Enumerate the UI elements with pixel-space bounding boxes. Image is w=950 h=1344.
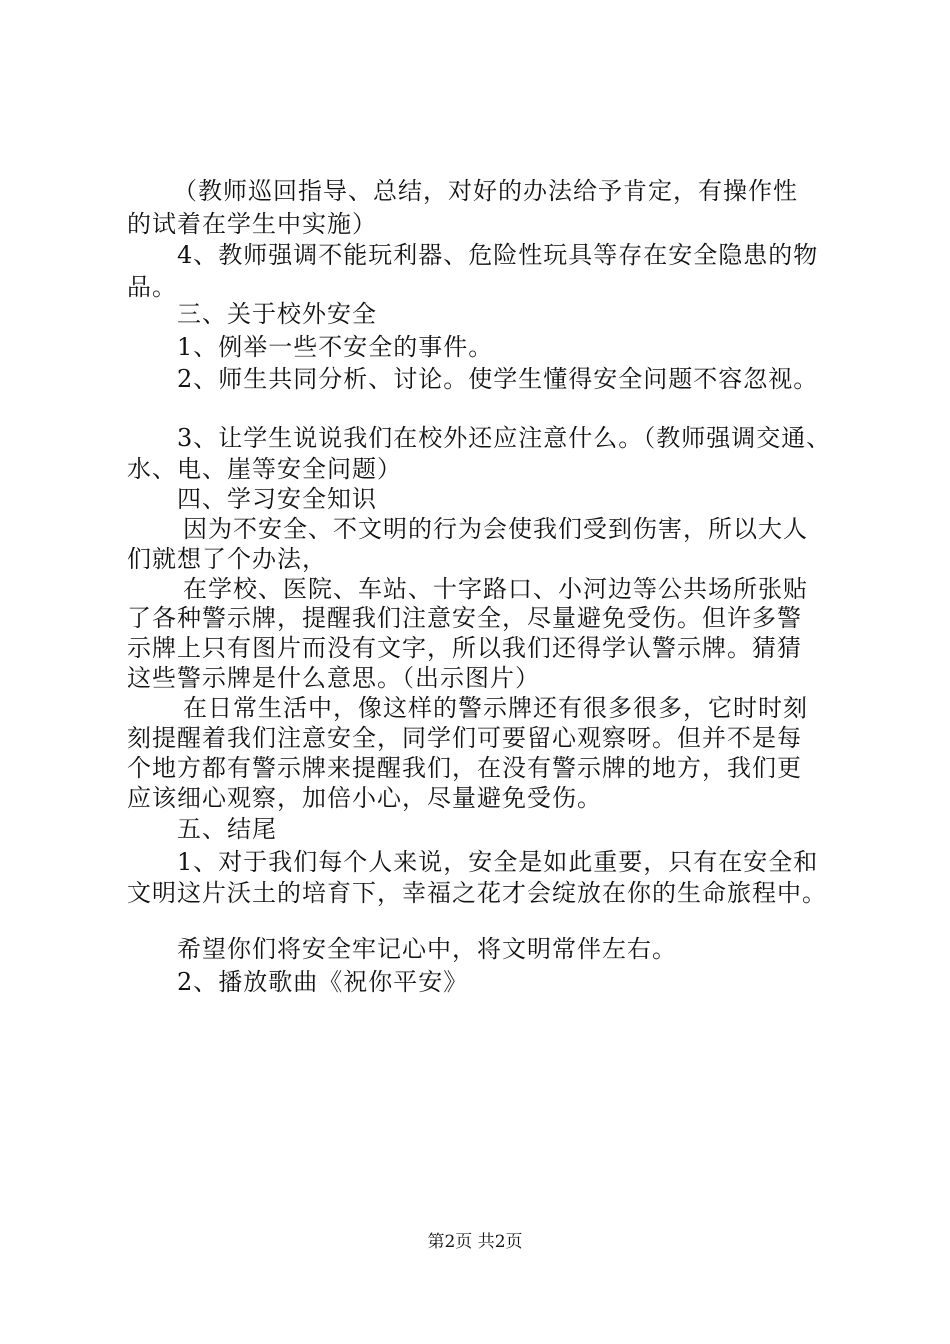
paragraph-line: 4、教师强调不能玩利器、危险性玩具等存在安全隐患的物 (177, 241, 819, 269)
paragraph-line: 这些警示牌是什么意思。（出示图片） (127, 664, 540, 692)
section-heading: 三、关于校外安全 (177, 300, 377, 328)
paragraph-line: 1、例举一些不安全的事件。 (177, 333, 494, 361)
paragraph-line: 们就想了个办法， (127, 545, 327, 573)
paragraph-line: 品。 (127, 273, 177, 301)
paragraph-line: 刻提醒着我们注意安全，同学们可要留心观察呀。但并不是每 (127, 724, 802, 752)
paragraph-line: 了各种警示牌，提醒我们注意安全，尽量避免受伤。但许多警 (127, 604, 802, 632)
paragraph-line: 1、对于我们每个人来说，安全是如此重要，只有在安全和 (177, 848, 819, 876)
section-heading: 四、学习安全知识 (177, 485, 377, 513)
paragraph-line: 在日常生活中，像这样的警示牌还有很多很多，它时时刻 (183, 694, 808, 722)
paragraph-line: 希望你们将安全牢记心中，将文明常伴左右。 (177, 935, 677, 963)
paragraph-line: 的试着在学生中实施） (127, 210, 377, 238)
paragraph-line: （教师巡回指导、总结，对好的办法给予肯定，有操作性 (173, 177, 798, 205)
paragraph-line: 2、播放歌曲《祝你平安》 (177, 968, 469, 996)
paragraph-line: 个地方都有警示牌来提醒我们，在没有警示牌的地方，我们更 (127, 754, 802, 782)
paragraph-line: 文明这片沃土的培育下，幸福之花才会绽放在你的生命旅程中。 (127, 879, 827, 907)
paragraph-line: 水、电、崖等安全问题） (127, 455, 402, 483)
paragraph-line: 应该细心观察，加倍小心，尽量避免受伤。 (127, 784, 602, 812)
page-number-footer: 第2页 共2页 (427, 1232, 523, 1252)
paragraph-line: 在学校、医院、车站、十字路口、小河边等公共场所张贴 (183, 575, 808, 603)
paragraph-line: 2、师生共同分析、讨论。使学生懂得安全问题不容忽视。 (177, 365, 819, 393)
paragraph-line: 3、让学生说说我们在校外还应注意什么。（教师强调交通、 (177, 424, 832, 452)
section-heading: 五、结尾 (177, 815, 277, 843)
paragraph-line: 示牌上只有图片而没有文字，所以我们还得学认警示牌。猜猜 (127, 634, 802, 662)
paragraph-line: 因为不安全、不文明的行为会使我们受到伤害，所以大人 (183, 515, 808, 543)
